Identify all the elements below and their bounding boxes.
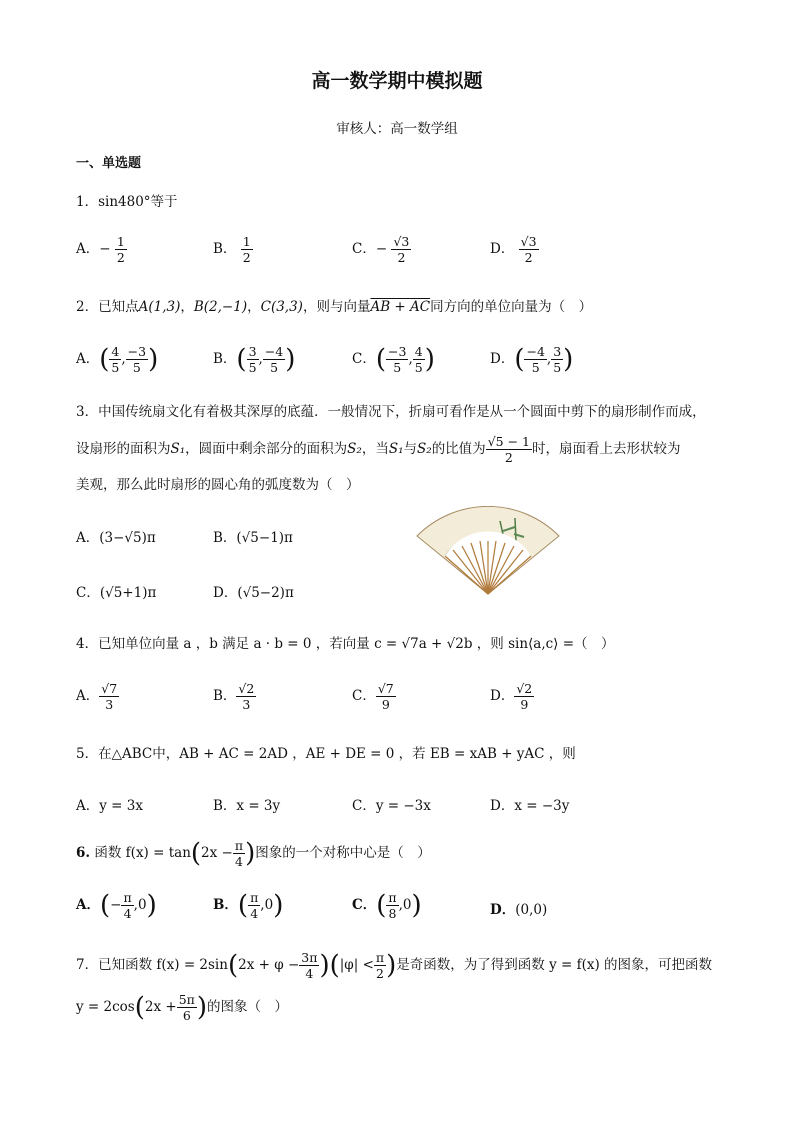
q6-option-a: A．(− $\frac{\pi}{4}$ ,0) xyxy=(76,890,157,921)
question-7-line1: 7．已知函数 f(x) = 2sin(2x + φ − $\frac{3\pi}{4}$ )(|φ| < $\frac{\pi}{2}$ )是奇函数，为了得到函数 y = f(x) 的图象，可把函数 xyxy=(76,950,713,981)
question-4-stem: 4．已知单位向量 a ，b 满足 a · b = 0 ，若向量 c = √7a + √2b ，则 sin⟨a,c⟩ =（ ） xyxy=(76,636,615,652)
q2-option-c: C．( $\frac{-3}{5}$ , $\frac{4}{5}$ ) xyxy=(352,344,435,375)
q6-option-b: B．( $\frac{\pi}{4}$ ,0) xyxy=(213,890,284,921)
q2-option-a: A．( $\frac{4}{5}$ , $\frac{-3}{5}$ ) xyxy=(76,344,159,375)
question-3-line1: 3．中国传统扇文化有着极其深厚的底蕴．一般情况下，折扇可看作是从一个圆面中剪下的扇形制作而成， xyxy=(76,404,706,420)
folding-fan-illustration xyxy=(415,506,561,596)
fraction: $\frac{1}{2}$ xyxy=(242,234,251,265)
question-3-line2: 设扇形的面积为S₁，圆面中剩余部分的面积为S₂，当S₁与S₂的比值为 $\frac{√5 - 1}{2}$ 时，扇面看上去形状较为 xyxy=(76,434,681,465)
page-title: 高一数学期中模拟题 xyxy=(311,70,483,92)
q1-option-a: A．− $\frac{1}{2}$ xyxy=(76,234,125,265)
q3-option-a: A．(3−√5)π xyxy=(76,530,156,546)
q5-option-a: A．y = 3x xyxy=(76,798,143,814)
q6-option-c: C．( $\frac{\pi}{8}$ ,0) xyxy=(352,890,422,921)
q1-option-c: C．− $\frac{√3}{2}$ xyxy=(352,234,410,265)
q2-option-b: B．( $\frac{3}{5}$ , $\frac{-4}{5}$ ) xyxy=(213,344,296,375)
q3-option-d: D．(√5−2)π xyxy=(213,585,294,601)
q3-option-c: C．(√5+1)π xyxy=(76,585,157,601)
q5-option-d: D．x = −3y xyxy=(490,798,570,814)
q5-option-c: C．y = −3x xyxy=(352,798,431,814)
question-3-line3: 美观，那么此时扇形的圆心角的弧度数为（ ） xyxy=(76,477,360,493)
q3-option-b: B．(√5−1)π xyxy=(213,530,293,546)
section-heading: 一、单选题 xyxy=(76,156,142,171)
q5-option-b: B．x = 3y xyxy=(213,798,281,814)
q6-option-d: D．(0,0) xyxy=(490,902,548,918)
reviewer-line: 审核人：高一数学组 xyxy=(336,121,458,137)
question-7-line2: y = 2cos(2x + $\frac{5\pi}{6}$ )的图象（ ） xyxy=(76,992,289,1023)
q4-option-c: C． $\frac{√7}{9}$ xyxy=(352,681,394,712)
question-2-stem: 2．已知点A(1,3)，B(2,−1)，C(3,3)，则与向量AB + AC同方向的单位向量为（ ） xyxy=(76,299,593,315)
fraction: $\frac{1}{2}$ xyxy=(116,234,125,265)
q1-option-d: D． $\frac{√3}{2}$ xyxy=(490,234,537,265)
question-6-stem: 6. 函数 f(x) = tan(2x − $\frac{\pi}{4}$ )图象的一个对称中心是（ ） xyxy=(76,838,431,869)
q2-option-d: D．( $\frac{-4}{5}$ , $\frac{3}{5}$ ) xyxy=(490,344,574,375)
fraction: $\frac{√3}{2}$ xyxy=(393,234,410,265)
q4-option-d: D． $\frac{√2}{9}$ xyxy=(490,681,533,712)
q4-option-b: B． $\frac{√2}{3}$ xyxy=(213,681,255,712)
question-1-stem: 1．sin480°等于 xyxy=(76,194,178,210)
q4-option-a: A． $\frac{√7}{3}$ xyxy=(76,681,118,712)
fraction: $\frac{√3}{2}$ xyxy=(520,234,537,265)
q1-option-b: B． $\frac{1}{2}$ xyxy=(213,234,251,265)
question-5-stem: 5．在△ABC中，AB + AC = 2AD ，AE + DE = 0 ，若 EB = xAB + yAC ，则 xyxy=(76,746,576,762)
